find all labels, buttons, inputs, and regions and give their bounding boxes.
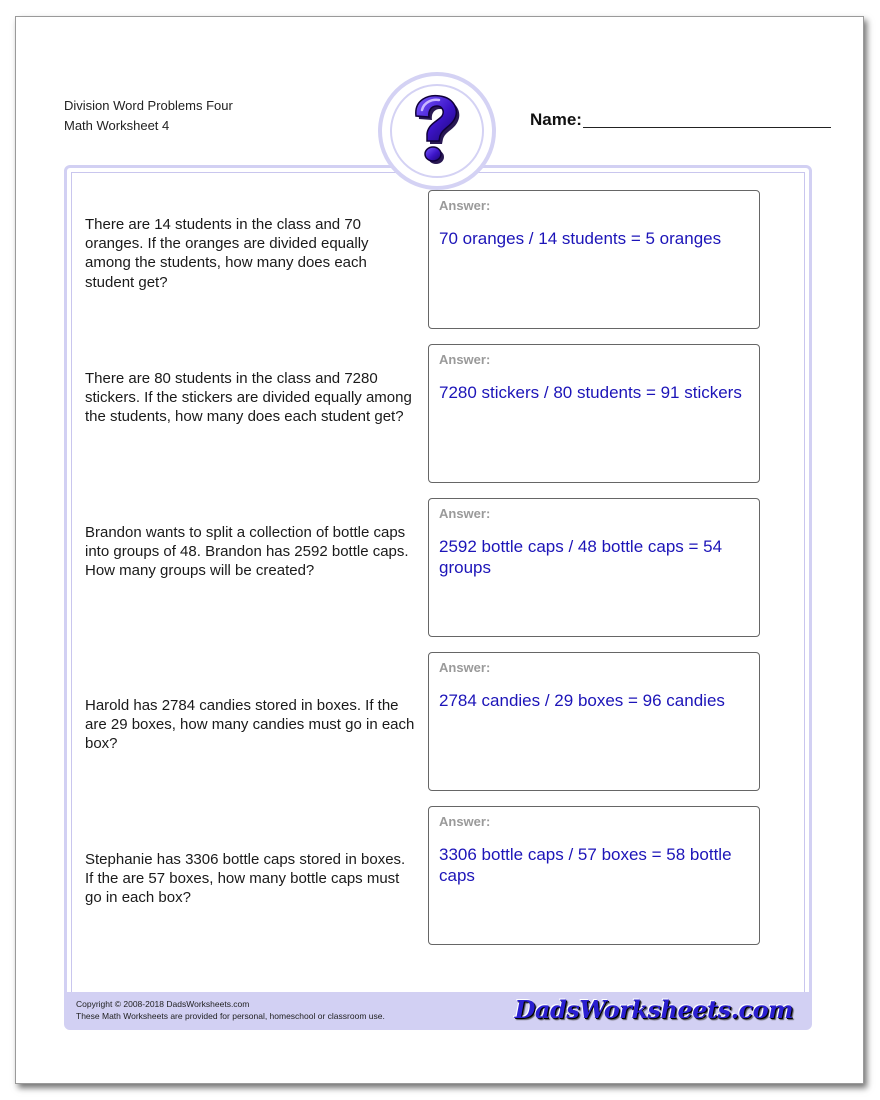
answer-box[interactable] xyxy=(428,806,760,945)
question-text: Brandon wants to split a collection of bottle caps into groups of 48. Brandon has 2592 bottle caps. How many groups will be created? xyxy=(85,524,409,580)
footer xyxy=(67,992,809,1029)
answer-label: Answer: xyxy=(439,506,491,521)
answer-box[interactable] xyxy=(428,190,760,329)
copyright-line: Copyright © 2008-2018 DadsWorksheets.com xyxy=(76,999,250,1009)
answer-label: Answer: xyxy=(439,198,491,213)
copyright-text xyxy=(76,998,385,1022)
question-text: Harold has 2784 candies stored in boxes. If the are 29 boxes, how many candies must go in each box? xyxy=(85,697,415,753)
answer-text: 70 oranges / 14 students = 5 oranges xyxy=(439,229,722,248)
answer-label: Answer: xyxy=(439,660,491,675)
usage-line: These Math Worksheets are provided for personal, homeschool or classroom use. xyxy=(76,1011,385,1021)
question-mark-icon xyxy=(392,86,482,176)
question-text: There are 80 students in the class and 7280 stickers. If the stickers are divided equally among the students, how many does each student get? xyxy=(85,370,412,426)
question-text: There are 14 students in the class and 70 oranges. If the oranges are divided equally among the students, how many does each student get? xyxy=(85,216,369,291)
answer-text: 2592 bottle caps / 48 bottle caps = 54 groups xyxy=(439,537,723,577)
question-text: Stephanie has 3306 bottle caps stored in boxes. If the are 57 boxes, how many bottle caps must go in each box? xyxy=(85,851,406,907)
answer-label: Answer: xyxy=(439,814,491,829)
worksheet-subtitle: Math Worksheet 4 xyxy=(64,118,170,133)
answer-box[interactable] xyxy=(428,498,760,637)
answer-text: 7280 stickers / 80 students = 91 stickers xyxy=(439,383,742,402)
emblem-inner-ring xyxy=(390,84,484,178)
name-label: Name: xyxy=(530,110,582,129)
answer-text: 3306 bottle caps / 57 boxes = 58 bottle caps xyxy=(439,845,732,885)
name-field-line[interactable] xyxy=(583,127,831,128)
answer-label: Answer: xyxy=(439,352,491,367)
emblem xyxy=(378,72,496,190)
worksheet-title-block xyxy=(64,96,233,136)
answer-box[interactable] xyxy=(428,344,760,483)
answer-box[interactable] xyxy=(428,652,760,791)
dadsworksheets-logo[interactable]: DadsWorksheets.com xyxy=(514,995,793,1024)
worksheet-title: Division Word Problems Four xyxy=(64,98,233,113)
answer-text: 2784 candies / 29 boxes = 96 candies xyxy=(439,691,725,710)
